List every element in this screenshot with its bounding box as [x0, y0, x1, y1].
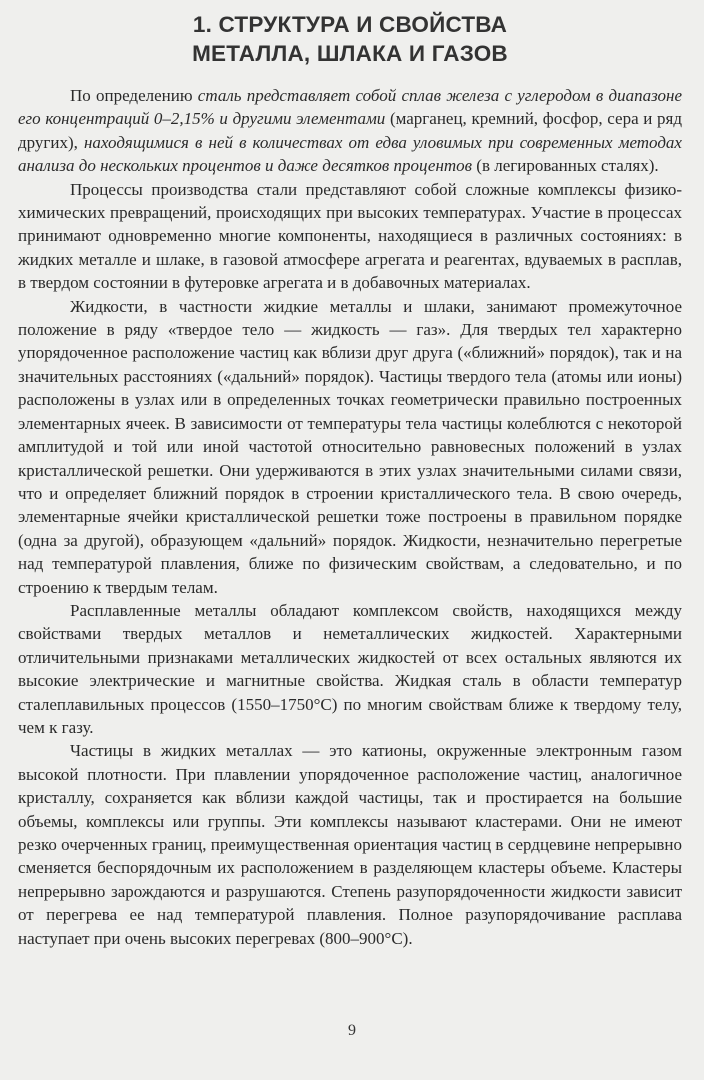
- italic-definition: находящимися в ней в количествах от едва уловимых при современных методах анализа до нескольких процентов и даже десятков процентов: [18, 132, 682, 176]
- italic-definition: сталь представляет собой сплав железа с углеродом в диапазоне его концентраций 0–2,15% и другими элементами: [18, 86, 682, 129]
- paragraph-liquids: Жидкости, в частности жидкие металлы и шлаки, занимают промежуточное положение в ряду «твердое тело — жидкость — газ». Для твердых тел характерно упорядоченное расположение частиц как вблизи друг друга («ближний» порядок), так и на значительных расстояниях («дальний» порядок). Частицы твердого тела (атомы или ионы) расположены в узлах или в определенных точках геометрически правильно построенных элементарных ячеек. В зависимости от температуры тела частицы колеблются с некоторой амплитудой и той или иной частотой относительно равновесных положений в узлах кристаллической решетки. Они удерживаются в этих узлах значительными силами связи, что и определяет ближний порядок в строении кристаллического тела. В свою очередь, элементарные ячейки кристаллической решетки тоже построены в правильном порядке (одна за другой), образующем «дальний» порядок. Жидкости, незначительно перегретые над температурой плавления, ближе по физическим свойствам, а следовательно, и по строению к твердым телам.: [18, 296, 682, 597]
- paragraph-processes: Процессы производства стали представляют собой сложные комплексы физико-химических превращений, происходящих при высоких температурах. Участие в процессах принимают одновременно многие компоненты, находящиеся в различных состояниях: в жидких металле и шлаке, в газовой атмосфере агрегата и реагентах, вдуваемых в расплав, в твердом состоянии в футеровке агрегата и в добавочных материалах.: [18, 179, 682, 293]
- paragraph-text: (в легированных сталях).: [472, 156, 659, 176]
- chapter-title-line-2: МЕТАЛЛА, ШЛАКА И ГАЗОВ: [192, 41, 508, 66]
- paragraph-particles: Частицы в жидких металлах — это катионы, окруженные электронным газом высокой плотности. При плавлении упорядоченное расположение частиц, аналогичное кристаллу, сохраняется как вблизи каждой частицы, так и простирается на большие объемы, комплексы или группы. Эти комплексы называют кластерами. Они не имеют резко очерченных границ, преимущественная ориентация частиц в сердцевине непрерывно сменяется беспорядочным их расположением в разделяющем кластеры объеме. Кластеры непрерывно зарождаются и разрушаются. Степень разупорядоченности жидкости зависит от перегрева ее над температурой плавления. Полное разупорядочивание расплава наступает при очень высоких перегревах (800–900°С).: [18, 741, 682, 948]
- page-number: 9: [348, 1022, 356, 1039]
- body-text: [18, 84, 682, 950]
- paragraph-text: По определению: [70, 86, 198, 105]
- paragraph-text: (марганец, кремний, фосфор, сера и ряд других),: [18, 109, 682, 152]
- paragraph-molten-metals: Расплавленные металлы обладают комплексом свойств, находящихся между свойствами твердых металлов и неметаллических жидкостей. Характерными отличительными признаками металлических жидкостей от всех остальных являются их высокие электрические и магнитные свойства. Жидкая сталь в области температур сталеплавильных процессов (1550–1750°С) по многим свойствам ближе к твердому телу, чем к газу.: [18, 600, 682, 737]
- paragraph-definition: [18, 84, 682, 178]
- chapter-title-line-1: 1. СТРУКТУРА И СВОЙСТВА: [192, 12, 508, 37]
- chapter-title: [18, 10, 682, 68]
